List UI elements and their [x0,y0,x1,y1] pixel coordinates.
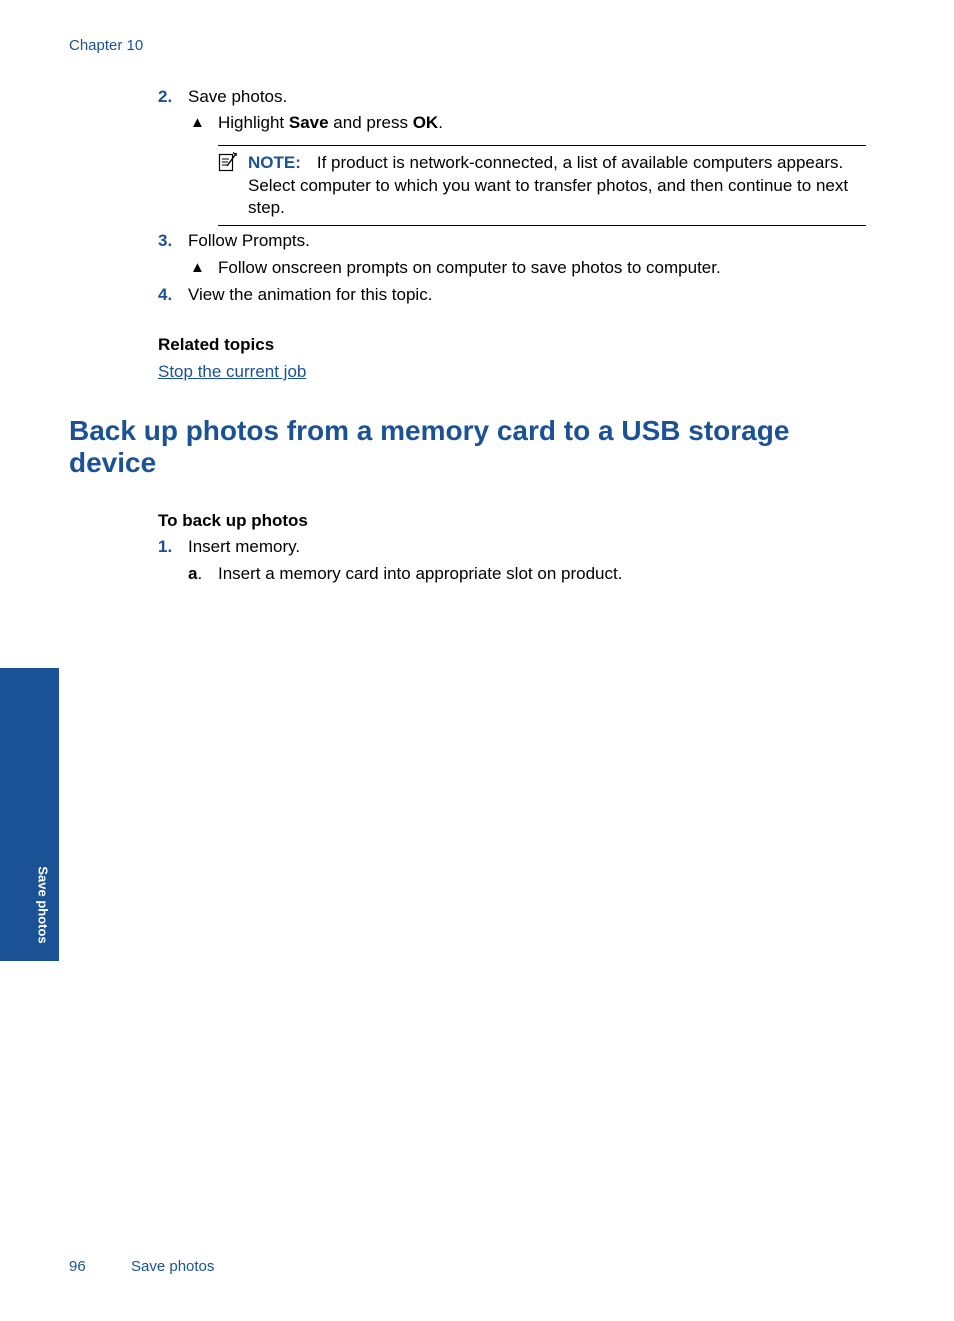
related-topics-heading: Related topics [158,335,275,354]
bullet-triangle-icon: ▲ [190,259,205,276]
substep-a-text: Insert a memory card into appropriate slot on product. [218,564,623,583]
step-3-text: Follow Prompts. [188,231,310,250]
step-3-number: 3. [158,231,173,250]
step-1-text: Insert memory. [188,537,301,556]
substep-a: a. [188,564,203,583]
step-1-number: 1. [158,537,173,556]
footer-section: Save photos [131,1258,215,1275]
bullet-triangle-icon: ▲ [190,114,205,131]
step-2-text: Save photos. [188,87,288,106]
note-label: NOTE: [248,153,301,172]
procedure-heading: To back up photos [158,511,308,530]
note-text: If product is network-connected, a list of available computers appears. Select computer to which you want to transfer photos, and then continue to next step. [248,153,849,217]
stop-current-job-link[interactable]: Stop the current job [158,362,307,381]
step-4-text: View the animation for this topic. [188,285,433,304]
note-body [248,152,868,220]
running-head-chapter: Chapter 10 [69,37,144,54]
section-title: Back up photos from a memory card to a USB storage device [69,415,790,478]
side-tab-label: Save photos [35,866,51,944]
step-3-bullet-text: Follow onscreen prompts on computer to save photos to computer. [218,258,721,277]
step-4-number: 4. [158,285,173,304]
step-2-number: 2. [158,87,173,106]
step-2-bullet-text: Highlight Save and press OK. [218,113,443,132]
note-pencil-icon [218,151,238,173]
note-top-rule [218,145,866,146]
note-bottom-rule [218,225,866,226]
page-number: 96 [69,1258,86,1275]
